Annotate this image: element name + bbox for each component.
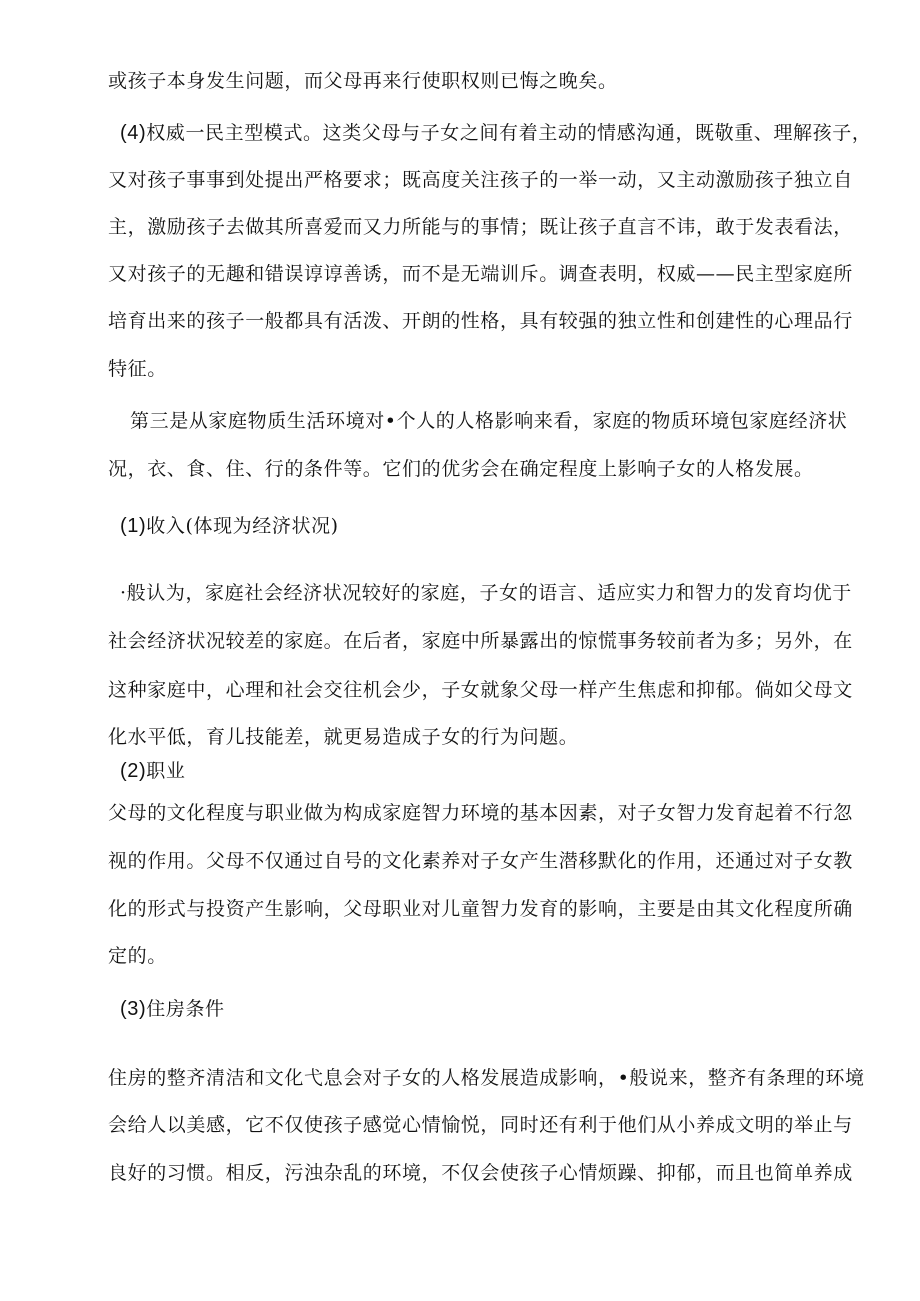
section-heading-housing [120,996,832,1022]
paragraph-line: 化的形式与投资产生影响，父母职业对儿童智力发育的影响，主要是由其文化程度所确 [108,898,853,920]
list-number: (4) [120,122,147,144]
paragraph-line: 又对孩子事事到处提出严格要求；既高度关注孩子的一举一动，又主动激励孩子独立自 [108,169,853,191]
paragraph-line: 化水平低，育儿技能差，就更易造成子女的行为问题。 [108,726,579,748]
paragraph-line: 这种家庭中，心理和社会交往机会少，子女就象父母一样产生焦虑和抑郁。倘如父母文 [108,679,853,701]
heading-number: (2) [120,760,147,782]
paragraph-line: 况，衣、食、住、行的条件等。它们的优劣会在确定程度上影响子女的人格发展。 [108,458,814,480]
section-heading-income [120,513,832,539]
paragraph-line: 良好的习惯。相反，污浊杂乱的环境，不仅会使孩子心情烦躁、抑郁，而且也简单养成 [108,1162,853,1184]
heading-text: 收入(体现为经济状况) [146,515,339,537]
paragraph-line: 会给人以美感，它不仅使孩子感觉心情愉悦，同时还有利于他们从小养成文明的举止与 [108,1114,853,1136]
paragraph-line: ·般认为，家庭社会经济状况较好的家庭，子女的语言、适应实力和智力的发育均优于 [120,582,852,604]
paragraph-line: 住房的整齐清洁和文化弋息会对子女的人格发展造成影响，•般说来，整齐有条理的环境 [108,1067,865,1089]
list-item-4-first-line [120,120,872,146]
paragraph-line: 主，激励孩子去做其所喜爱而又力所能与的事情；既让孩子直言不讳，敢于发表看法， [108,216,853,238]
heading-text: 职业 [146,760,186,782]
paragraph-line: 社会经济状况较差的家庭。在后者，家庭中所暴露出的惊慌事务较前者为多；另外，在 [108,630,853,652]
paragraph-line: 培育出来的孩子一般都具有活泼、开朗的性格，具有较强的独立性和创建性的心理品行 [108,310,853,332]
paragraph-line: 视的作用。父母不仅通过自号的文化素养对子女产生潜移默化的作用，还通过对子女教 [108,850,853,872]
paragraph-line: 又对孩子的无趣和错误谆谆善诱，而不是无端训斥。调查表明，权威——民主型家庭所 [108,263,853,285]
paragraph-line: 第三是从家庭物质生活环境对•个人的人格影响来看，家庭的物质环境包家庭经济状 [130,410,848,432]
paragraph-line: 定的。 [108,945,167,967]
paragraph-line: 或孩子本身发生问题，而父母再来行使职权则已悔之晚矣。 [108,70,618,92]
heading-number: (3) [120,998,147,1020]
paragraph-line: 特征。 [108,358,167,380]
paragraph-line: 父母的文化程度与职业做为构成家庭智力环境的基本因素，对子女智力发育起着不行忽 [108,802,853,824]
heading-number: (1) [120,515,147,537]
section-heading-occupation [120,758,832,784]
heading-text: 住房条件 [146,998,225,1020]
list-item-text: 权威一民主型模式。这类父母与子女之间有着主动的情感沟通，既敬重、理解孩子， [146,122,872,144]
